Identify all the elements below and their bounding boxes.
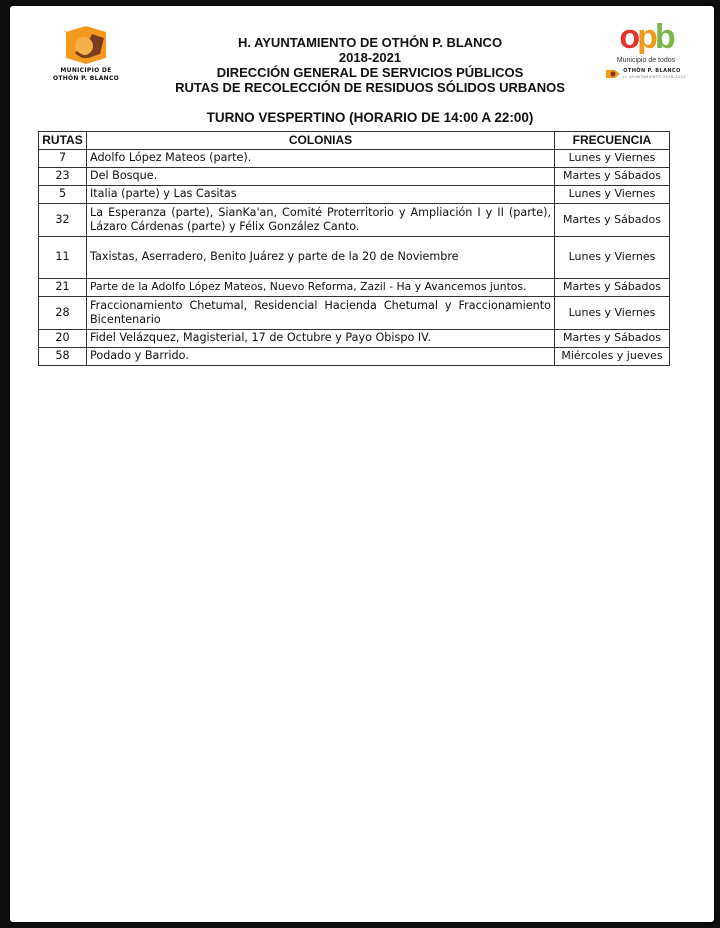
svg-text:opb: opb xyxy=(619,20,673,54)
municipio-small-emblem-icon xyxy=(606,69,620,79)
table-row xyxy=(39,204,670,237)
header-colonias: COLONIAS xyxy=(87,132,555,150)
municipio-emblem-icon xyxy=(62,24,110,66)
route-colonias: Fidel Velázquez, Magisterial, 17 de Octubre y Payo Obispo IV. xyxy=(87,330,555,348)
header-rutas: RUTAS xyxy=(39,132,87,150)
header-line-1: H. AYUNTAMIENTO DE OTHÓN P. BLANCO xyxy=(237,35,503,50)
table-row xyxy=(39,237,670,279)
route-colonias: Italia (parte) y Las Casitas xyxy=(87,186,555,204)
header-line-2: 2018-2021 xyxy=(338,50,402,65)
route-frequency: Martes y Sábados xyxy=(555,279,670,297)
route-colonias: Taxistas, Aserradero, Benito Juárez y parte de la 20 de Noviembre xyxy=(87,237,555,279)
municipio-logo xyxy=(46,24,126,82)
opb-logo xyxy=(598,20,694,80)
route-number: 7 xyxy=(39,150,87,168)
table-row xyxy=(39,330,670,348)
document-header xyxy=(140,35,600,95)
route-colonias: Del Bosque. xyxy=(87,168,555,186)
route-colonias: La Esperanza (parte), SianKa'an, Comité Proterritorio y Ampliación I y II (parte), Lázaro Cárdenas (parte) y Félix González Canto. xyxy=(87,204,555,237)
route-number: 21 xyxy=(39,279,87,297)
route-frequency: Martes y Sábados xyxy=(555,330,670,348)
table-header-row xyxy=(39,132,670,150)
table-row xyxy=(39,297,670,330)
route-number: 28 xyxy=(39,297,87,330)
route-number: 32 xyxy=(39,204,87,237)
route-frequency: Martes y Sábados xyxy=(555,204,670,237)
header-line-3: DIRECCIÓN GENERAL DE SERVICIOS PÚBLICOS xyxy=(216,65,524,80)
table-row xyxy=(39,279,670,297)
table-row xyxy=(39,168,670,186)
route-frequency: Lunes y Viernes xyxy=(555,150,670,168)
table-row xyxy=(39,186,670,204)
header-line-4: RUTAS DE RECOLECCIÓN DE RESIDUOS SÓLIDOS URBANOS xyxy=(175,80,565,95)
opb-org-name: OTHÓN P. BLANCO H. AYUNTAMIENTO 2018-2021 xyxy=(623,68,686,79)
route-number: 11 xyxy=(39,237,87,279)
route-number: 20 xyxy=(39,330,87,348)
route-colonias: Parte de la Adolfo López Mateos, Nuevo Reforma, Zazil - Ha y Avancemos juntos. xyxy=(87,279,555,297)
opb-logo-icon xyxy=(606,20,686,54)
route-frequency: Martes y Sábados xyxy=(555,168,670,186)
table-row xyxy=(39,348,670,366)
route-number: 58 xyxy=(39,348,87,366)
route-frequency: Miércoles y jueves xyxy=(555,348,670,366)
route-frequency: Lunes y Viernes xyxy=(555,186,670,204)
route-colonias: Podado y Barrido. xyxy=(87,348,555,366)
routes-table xyxy=(38,131,670,366)
table-row xyxy=(39,150,670,168)
header-frecuencia: FRECUENCIA xyxy=(555,132,670,150)
municipio-caption-line1: MUNICIPIO DE xyxy=(60,67,112,74)
route-number: 5 xyxy=(39,186,87,204)
shift-title: TURNO VESPERTINO (HORARIO DE 14:00 A 22:00) xyxy=(206,110,534,125)
opb-tagline: Municipio de todos xyxy=(616,57,676,64)
route-colonias: Fraccionamiento Chetumal, Residencial Hacienda Chetumal y Fraccionamiento Bicentenario xyxy=(87,297,555,330)
route-number: 23 xyxy=(39,168,87,186)
route-frequency: Lunes y Viernes xyxy=(555,297,670,330)
municipio-caption-line2: OTHÓN P. BLANCO xyxy=(52,75,120,82)
route-frequency: Lunes y Viernes xyxy=(555,237,670,279)
route-colonias: Adolfo López Mateos (parte). xyxy=(87,150,555,168)
